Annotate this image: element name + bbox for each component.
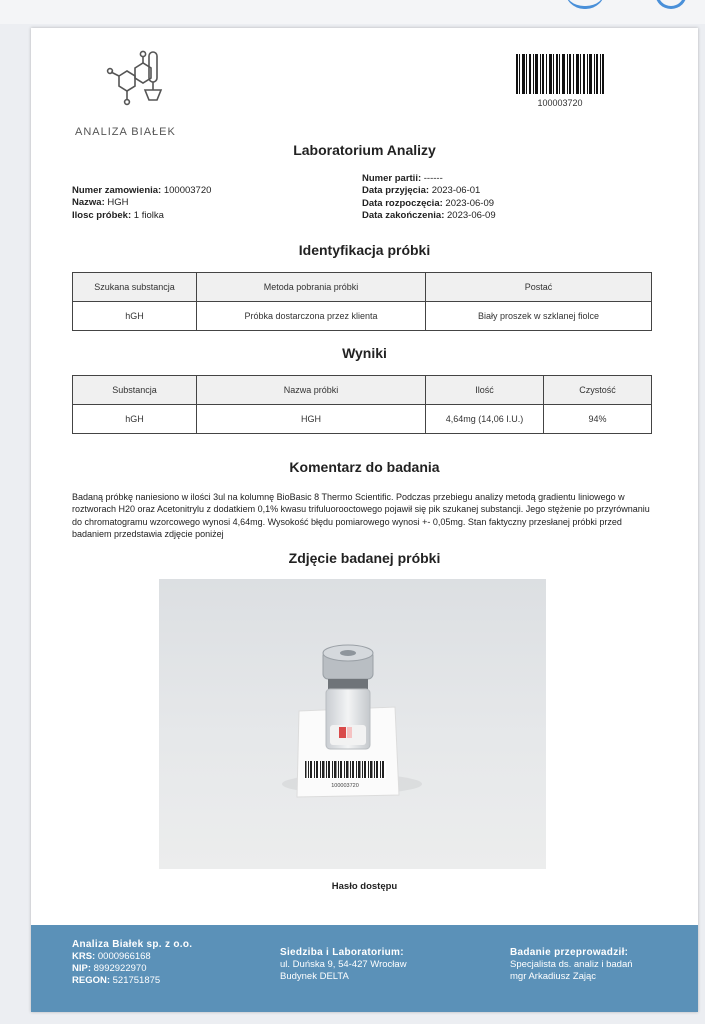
table-header-cell: Postać [426, 273, 652, 302]
vial-photo-drawing [159, 579, 546, 869]
footer-company [72, 939, 192, 987]
krs-label: KRS: [72, 951, 96, 962]
viewer-control-partial[interactable] [565, 0, 605, 9]
name-label: Nazwa: [72, 197, 105, 209]
footer [31, 925, 698, 1012]
table-header-cell: Ilość [426, 376, 544, 405]
count-label: Ilosc próbek: [72, 209, 132, 221]
received-date: 2023-06-01 [431, 185, 481, 197]
table-cell: 4,64mg (14,06 I.U.) [426, 405, 544, 434]
company-logo [71, 46, 191, 138]
order-info [72, 185, 211, 222]
table-header-row [73, 376, 652, 405]
batch-number: ------ [423, 173, 443, 184]
nip-value: 8992922970 [93, 963, 147, 974]
sample-count: 1 fiolka [133, 209, 164, 221]
table-header-row [73, 273, 652, 302]
regon-value: 521751875 [112, 975, 161, 986]
table-header-cell: Nazwa próbki [197, 376, 426, 405]
table-cell: Próbka dostarczona przez klienta [197, 302, 426, 331]
footer-performer [510, 947, 633, 983]
top-barcode [516, 54, 604, 94]
krs-value: 0000966168 [97, 951, 151, 962]
started-label: Data rozpoczęcia: [362, 197, 443, 209]
regon-label: REGON: [72, 975, 110, 986]
order-number: 100003720 [163, 185, 212, 196]
order-number-label: Numer zamowienia: [72, 185, 162, 196]
viewer-button-partial[interactable] [655, 0, 687, 9]
certificate-page [31, 28, 698, 1012]
table-header-cell: Szukana substancja [73, 273, 197, 302]
table-cell: HGH [197, 405, 426, 434]
hq-title: Siedziba i Laboratorium: [280, 947, 404, 958]
document-title: Laboratorium Analizy [293, 142, 436, 158]
sample-name: HGH [107, 197, 129, 209]
sample-photo [159, 579, 546, 869]
nip-label: NIP: [72, 963, 91, 974]
comment-text: Badaną próbkę naniesiono w ilości 3ul na kolumnę BioBasic 8 Thermo Scientific. Podczas przebiegu analizy metodą gradientu liniowego w roztworach H20 oraz Acetonitrylu z dodatkiem 0,1% kwasu trifuluorooctowego pojawił się pik szukanej substancji. Jego stężenie po przyrównaniu do chromatogramu wzorcowego wynosi 4,64mg. Wysokość błędu pomiarowego wynosi +- 0,05mg. Stan faktyczny przesłanej próbki przed badaniem przedstawia zdjęcie poniżej [72, 492, 650, 539]
company-name: Analiza Białek sp. z o.o. [72, 939, 193, 950]
molecule-flask-icon [105, 46, 165, 106]
table-row [73, 405, 652, 434]
photo-title: Zdjęcie badanej próbki [288, 550, 441, 566]
table-header-cell: Substancja [73, 376, 197, 405]
table-header-cell: Czystość [544, 376, 652, 405]
table-header-cell: Metoda pobrania próbki [197, 273, 426, 302]
results-table [72, 375, 652, 434]
hq-line1: ul. Duńska 9, 54-427 Wrocław [280, 959, 407, 970]
received-label: Data przyjęcia: [362, 185, 430, 197]
started-date: 2023-06-09 [445, 197, 495, 209]
identification-table [72, 272, 652, 331]
table-cell: hGH [73, 405, 197, 434]
photo-caption: Hasło dostępu [331, 881, 398, 892]
logo-text: ANALIZA BIAŁEK [75, 126, 176, 138]
top-barcode-number: 100003720 [537, 98, 583, 108]
table-row [73, 302, 652, 331]
table-cell: hGH [73, 302, 197, 331]
viewer-top-strip [0, 0, 705, 24]
finished-date: 2023-06-09 [447, 209, 496, 221]
comment-title: Komentarz do badania [289, 459, 440, 475]
performed-title: Badanie przeprowadził: [510, 947, 629, 958]
table-cell: 94% [544, 405, 652, 434]
performed-line1: Specjalista ds. analiz i badań [510, 959, 633, 970]
table-cell: Biały proszek w szklanej fiolce [426, 302, 652, 331]
finished-label: Data zakończenia: [362, 209, 445, 221]
identification-title: Identyfikacja próbki [298, 242, 431, 258]
batch-label: Numer partii: [362, 173, 422, 184]
vial-label-number: 100003720 [331, 783, 359, 789]
footer-address [280, 947, 407, 983]
performed-line2: mgr Arkadiusz Zając [510, 971, 597, 982]
hq-line2: Budynek DELTA [280, 971, 349, 982]
batch-info [362, 173, 496, 222]
results-title: Wyniki [342, 345, 387, 361]
